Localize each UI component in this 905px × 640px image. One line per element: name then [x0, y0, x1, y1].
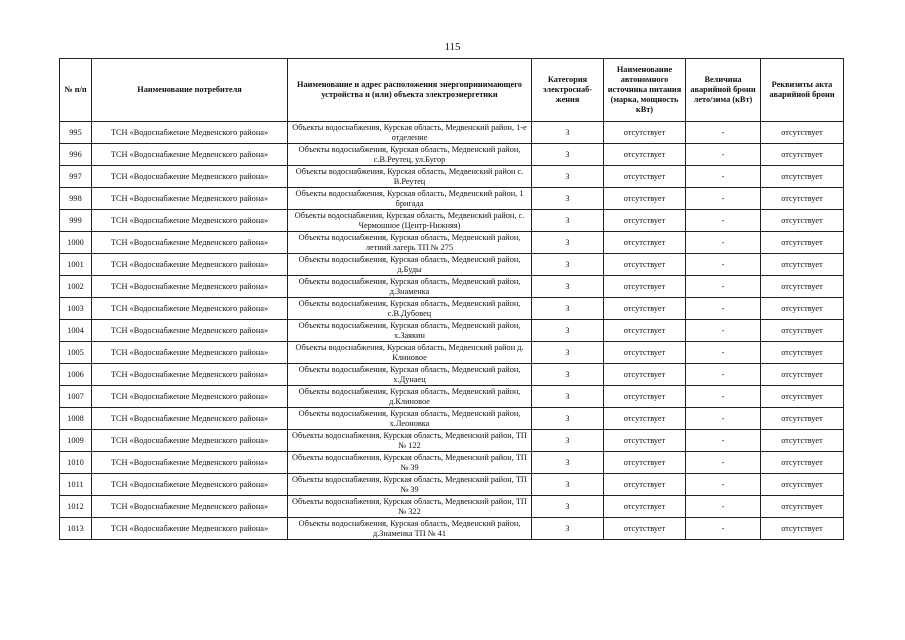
power-source-cell: отсутствует [604, 320, 686, 342]
power-source-cell: отсутствует [604, 386, 686, 408]
reserve-value-cell: - [686, 254, 761, 276]
category-cell: 3 [532, 210, 604, 232]
object-cell: Объекты водоснабжения, Курская область, Медвенский район, х.Леоновка [288, 408, 532, 430]
object-cell: Объекты водоснабжения, Курская область, Медвенский район, 1-е отделение [288, 122, 532, 144]
object-cell: Объекты водоснабжения, Курская область, Медвенский район, ТП № 122 [288, 430, 532, 452]
object-cell: Объекты водоснабжения, Курская область, Медвенский район, ТП № 39 [288, 474, 532, 496]
table-row [60, 474, 844, 496]
reserve-value-cell: - [686, 452, 761, 474]
reserve-value-cell: - [686, 408, 761, 430]
row-num-cell: 1006 [60, 364, 92, 386]
power-source-cell: отсутствует [604, 254, 686, 276]
row-num-cell: 1005 [60, 342, 92, 364]
category-cell: 3 [532, 386, 604, 408]
row-num-cell: 1002 [60, 276, 92, 298]
reserve-value-cell: - [686, 430, 761, 452]
reserve-table [59, 58, 844, 540]
table-row [60, 364, 844, 386]
power-source-cell: отсутствует [604, 232, 686, 254]
consumer-cell: ТСН «Водоснабжение Медвенского района» [92, 474, 288, 496]
row-num-cell: 995 [60, 122, 92, 144]
object-cell: Объекты водоснабжения, Курская область, Медвенский район, с.В.Реутец, ул.Бугор [288, 144, 532, 166]
row-num-cell: 1013 [60, 518, 92, 540]
table-row [60, 430, 844, 452]
consumer-cell: ТСН «Водоснабжение Медвенского района» [92, 298, 288, 320]
power-source-cell: отсутствует [604, 210, 686, 232]
table-row [60, 210, 844, 232]
row-num-cell: 1010 [60, 452, 92, 474]
reserve-value-cell: - [686, 518, 761, 540]
object-cell: Объекты водоснабжения, Курская область, Медвенский район, ТП № 39 [288, 452, 532, 474]
row-num-cell: 1009 [60, 430, 92, 452]
category-cell: 3 [532, 408, 604, 430]
header-consumer: Наименование потребителя [92, 59, 288, 122]
table-row [60, 518, 844, 540]
consumer-cell: ТСН «Водоснабжение Медвенского района» [92, 386, 288, 408]
act-details-cell: отсутствует [761, 386, 844, 408]
act-details-cell: отсутствует [761, 254, 844, 276]
consumer-cell: ТСН «Водоснабжение Медвенского района» [92, 276, 288, 298]
object-cell: Объекты водоснабжения, Курская область, Медвенский район, д.Знаменка ТП № 41 [288, 518, 532, 540]
category-cell: 3 [532, 518, 604, 540]
table-row [60, 232, 844, 254]
consumer-cell: ТСН «Водоснабжение Медвенского района» [92, 210, 288, 232]
table-row [60, 166, 844, 188]
power-source-cell: отсутствует [604, 342, 686, 364]
reserve-value-cell: - [686, 166, 761, 188]
category-cell: 3 [532, 474, 604, 496]
category-cell: 3 [532, 364, 604, 386]
row-num-cell: 1008 [60, 408, 92, 430]
category-cell: 3 [532, 430, 604, 452]
row-num-cell: 997 [60, 166, 92, 188]
act-details-cell: отсутствует [761, 474, 844, 496]
row-num-cell: 1001 [60, 254, 92, 276]
act-details-cell: отсутствует [761, 430, 844, 452]
act-details-cell: отсутствует [761, 276, 844, 298]
power-source-cell: отсутствует [604, 496, 686, 518]
row-num-cell: 1007 [60, 386, 92, 408]
act-details-cell: отсутствует [761, 210, 844, 232]
table-row [60, 452, 844, 474]
reserve-value-cell: - [686, 474, 761, 496]
table-row [60, 188, 844, 210]
object-cell: Объекты водоснабжения, Курская область, Медвенский район, х.Заякин [288, 320, 532, 342]
power-source-cell: отсутствует [604, 430, 686, 452]
category-cell: 3 [532, 342, 604, 364]
row-num-cell: 1011 [60, 474, 92, 496]
power-source-cell: отсутствует [604, 276, 686, 298]
object-cell: Объекты водоснабжения, Курская область, Медвенский район, летний лагерь ТП № 275 [288, 232, 532, 254]
act-details-cell: отсутствует [761, 320, 844, 342]
reserve-value-cell: - [686, 298, 761, 320]
header-category: Категория электроснаб-жения [532, 59, 604, 122]
consumer-cell: ТСН «Водоснабжение Медвенского района» [92, 320, 288, 342]
reserve-value-cell: - [686, 122, 761, 144]
category-cell: 3 [532, 496, 604, 518]
table-row [60, 298, 844, 320]
page-number: 115 [444, 41, 461, 53]
consumer-cell: ТСН «Водоснабжение Медвенского района» [92, 144, 288, 166]
header-num: № п/п [60, 59, 92, 122]
object-cell: Объекты водоснабжения, Курская область, Медвенский район д. Клиновое [288, 342, 532, 364]
row-num-cell: 1000 [60, 232, 92, 254]
consumer-cell: ТСН «Водоснабжение Медвенского района» [92, 342, 288, 364]
category-cell: 3 [532, 276, 604, 298]
row-num-cell: 1012 [60, 496, 92, 518]
row-num-cell: 1004 [60, 320, 92, 342]
reserve-value-cell: - [686, 364, 761, 386]
power-source-cell: отсутствует [604, 122, 686, 144]
act-details-cell: отсутствует [761, 166, 844, 188]
consumer-cell: ТСН «Водоснабжение Медвенского района» [92, 518, 288, 540]
object-cell: Объекты водоснабжения, Курская область, Медвенский район, д.Клиновое [288, 386, 532, 408]
object-cell: Объекты водоснабжения, Курская область, Медвенский район, 1 бригада [288, 188, 532, 210]
header-act: Реквизиты акта аварийной брони [761, 59, 844, 122]
consumer-cell: ТСН «Водоснабжение Медвенского района» [92, 496, 288, 518]
act-details-cell: отсутствует [761, 452, 844, 474]
consumer-cell: ТСН «Водоснабжение Медвенского района» [92, 188, 288, 210]
power-source-cell: отсутствует [604, 298, 686, 320]
power-source-cell: отсутствует [604, 144, 686, 166]
category-cell: 3 [532, 144, 604, 166]
act-details-cell: отсутствует [761, 518, 844, 540]
table-row [60, 276, 844, 298]
category-cell: 3 [532, 298, 604, 320]
reserve-value-cell: - [686, 144, 761, 166]
table-row [60, 342, 844, 364]
object-cell: Объекты водоснабжения, Курская область, Медвенский район, с. Чермошное (Центр-Нижняя) [288, 210, 532, 232]
header-reserve: Величина аварийной брони лето/зима (кВт) [686, 59, 761, 122]
reserve-value-cell: - [686, 342, 761, 364]
reserve-value-cell: - [686, 496, 761, 518]
row-num-cell: 996 [60, 144, 92, 166]
power-source-cell: отсутствует [604, 166, 686, 188]
reserve-value-cell: - [686, 386, 761, 408]
act-details-cell: отсутствует [761, 298, 844, 320]
category-cell: 3 [532, 188, 604, 210]
consumer-cell: ТСН «Водоснабжение Медвенского района» [92, 232, 288, 254]
power-source-cell: отсутствует [604, 518, 686, 540]
table-row [60, 320, 844, 342]
category-cell: 3 [532, 320, 604, 342]
act-details-cell: отсутствует [761, 364, 844, 386]
power-source-cell: отсутствует [604, 474, 686, 496]
table-row [60, 144, 844, 166]
object-cell: Объекты водоснабжения, Курская область, Медвенский район с. В.Реутец [288, 166, 532, 188]
object-cell: Объекты водоснабжения, Курская область, Медвенский район, д.Знаменка [288, 276, 532, 298]
object-cell: Объекты водоснабжения, Курская область, Медвенский район, ТП № 322 [288, 496, 532, 518]
act-details-cell: отсутствует [761, 342, 844, 364]
category-cell: 3 [532, 232, 604, 254]
row-num-cell: 999 [60, 210, 92, 232]
act-details-cell: отсутствует [761, 408, 844, 430]
category-cell: 3 [532, 122, 604, 144]
table-row [60, 386, 844, 408]
consumer-cell: ТСН «Водоснабжение Медвенского района» [92, 430, 288, 452]
power-source-cell: отсутствует [604, 364, 686, 386]
consumer-cell: ТСН «Водоснабжение Медвенского района» [92, 254, 288, 276]
power-source-cell: отсутствует [604, 188, 686, 210]
table-header-row [60, 59, 844, 122]
header-object: Наименование и адрес расположения энергопринимающего устройства и (или) объекта электроэнергетики [288, 59, 532, 122]
category-cell: 3 [532, 254, 604, 276]
act-details-cell: отсутствует [761, 496, 844, 518]
row-num-cell: 1003 [60, 298, 92, 320]
act-details-cell: отсутствует [761, 232, 844, 254]
consumer-cell: ТСН «Водоснабжение Медвенского района» [92, 452, 288, 474]
table-row [60, 408, 844, 430]
act-details-cell: отсутствует [761, 188, 844, 210]
category-cell: 3 [532, 452, 604, 474]
consumer-cell: ТСН «Водоснабжение Медвенского района» [92, 122, 288, 144]
object-cell: Объекты водоснабжения, Курская область, Медвенский район, с.В.Дубовец [288, 298, 532, 320]
act-details-cell: отсутствует [761, 144, 844, 166]
reserve-value-cell: - [686, 210, 761, 232]
row-num-cell: 998 [60, 188, 92, 210]
power-source-cell: отсутствует [604, 452, 686, 474]
reserve-value-cell: - [686, 232, 761, 254]
table-row [60, 254, 844, 276]
reserve-value-cell: - [686, 320, 761, 342]
object-cell: Объекты водоснабжения, Курская область, Медвенский район, х.Дунаец [288, 364, 532, 386]
consumer-cell: ТСН «Водоснабжение Медвенского района» [92, 408, 288, 430]
table-row [60, 496, 844, 518]
reserve-value-cell: - [686, 276, 761, 298]
table-row [60, 122, 844, 144]
consumer-cell: ТСН «Водоснабжение Медвенского района» [92, 166, 288, 188]
power-source-cell: отсутствует [604, 408, 686, 430]
object-cell: Объекты водоснабжения, Курская область, Медвенский район, д.Буды [288, 254, 532, 276]
header-source: Наименование автономного источника питания (марка, мощность кВт) [604, 59, 686, 122]
reserve-value-cell: - [686, 188, 761, 210]
category-cell: 3 [532, 166, 604, 188]
consumer-cell: ТСН «Водоснабжение Медвенского района» [92, 364, 288, 386]
act-details-cell: отсутствует [761, 122, 844, 144]
